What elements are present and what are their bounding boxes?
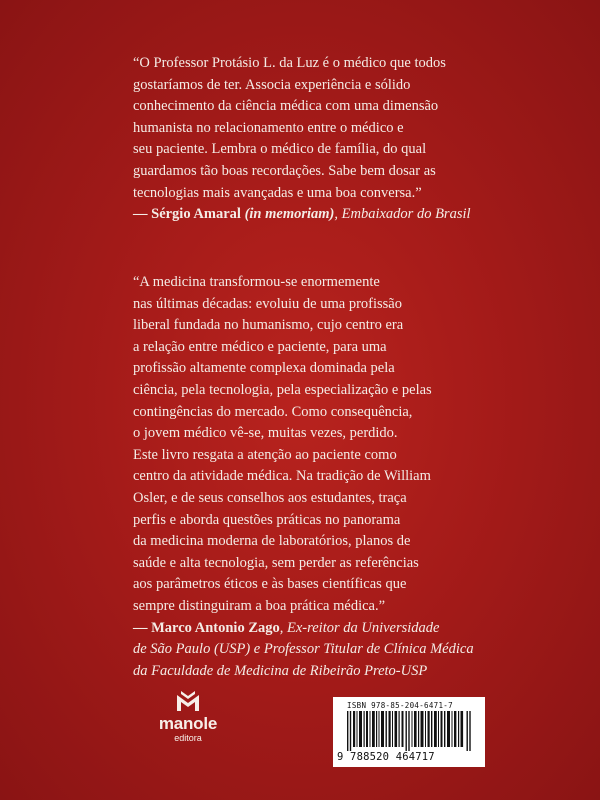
attribution-memoriam: (in memoriam) (240, 206, 335, 223)
barcode-bars (347, 711, 473, 751)
attribution-dash: — (133, 619, 152, 636)
quote-line: liberal fundada no humanismo, cujo centro era (133, 317, 404, 334)
quote-line: perfis e aborda questões práticas no panorama (133, 511, 401, 528)
quote-line: gostaríamos de ter. Associa experiência e sólido (133, 76, 411, 93)
quote-line: seu paciente. Lembra o médico de família, do qual (133, 141, 427, 158)
quote-line: da medicina moderna de laboratórios, planos de (133, 533, 411, 550)
quote-line: humanista no relacionamento entre o médico e (133, 119, 404, 136)
quote-attribution (133, 204, 493, 226)
quote-line: profissão altamente complexa dominada pela (133, 360, 395, 377)
quote-line: guardamos tão boas recordações. Sabe bem dosar as (133, 162, 436, 179)
publisher-name: manole (158, 714, 218, 733)
quote-sergio-amaral (133, 53, 493, 226)
barcode-digits: 9 788520 464717 (337, 751, 435, 763)
quote-line: centro da atividade médica. Na tradição de William (133, 468, 431, 485)
quote-line: saúde e alta tecnologia, sem perder as referências (133, 554, 419, 571)
attribution-role: de São Paulo (USP) e Professor Titular de Clínica Médica (133, 641, 474, 658)
quote-line: tecnologias mais avançadas e uma boa conversa.” (133, 184, 422, 201)
quote-line: contingências do mercado. Como consequência, (133, 403, 413, 420)
quote-line: Este livro resgata a atenção ao paciente como (133, 446, 397, 463)
attribution-role: , Ex-reitor da Universidade (279, 619, 440, 636)
quote-line: aos parâmetros éticos e às bases científicas que (133, 576, 407, 593)
attribution-name: Sérgio Amaral (151, 206, 241, 223)
quote-line: “A medicina transformou-se enormemente (133, 274, 380, 290)
quote-line: Osler, e de seus conselhos aos estudantes, traça (133, 489, 407, 506)
quote-line: o jovem médico vê-se, muitas vezes, perdido. (133, 425, 398, 442)
publisher-sub: editora (174, 733, 202, 743)
quote-line: sempre distinguiram a boa prática médica.” (133, 597, 386, 614)
quote-marco-antonio-zago (133, 272, 493, 682)
isbn-label: ISBN 978-85-204-6471-7 (347, 701, 453, 710)
isbn-barcode (333, 697, 485, 767)
attribution-role: , Embaixador do Brasil (334, 206, 471, 223)
attribution-dash: — (133, 206, 152, 223)
quote-attribution (133, 618, 493, 640)
quote-line: a relação entre médico e paciente, para uma (133, 338, 387, 355)
quote-attribution-cont (133, 639, 493, 661)
quote-line: nas últimas décadas: evoluiu de uma profissão (133, 295, 402, 312)
attribution-role: da Faculdade de Medicina de Ribeirão Preto-USP (133, 662, 428, 679)
quote-attribution-cont (133, 661, 493, 683)
publisher-logo (153, 689, 223, 744)
attribution-name: Marco Antonio Zago (151, 619, 280, 636)
manole-m-icon (175, 689, 201, 713)
quote-line: conhecimento da ciência médica com uma dimensão (133, 98, 439, 115)
quote-line: “O Professor Protásio L. da Luz é o médico que todos (133, 55, 446, 71)
quote-line: ciência, pela tecnologia, pela especialização e pelas (133, 381, 432, 398)
